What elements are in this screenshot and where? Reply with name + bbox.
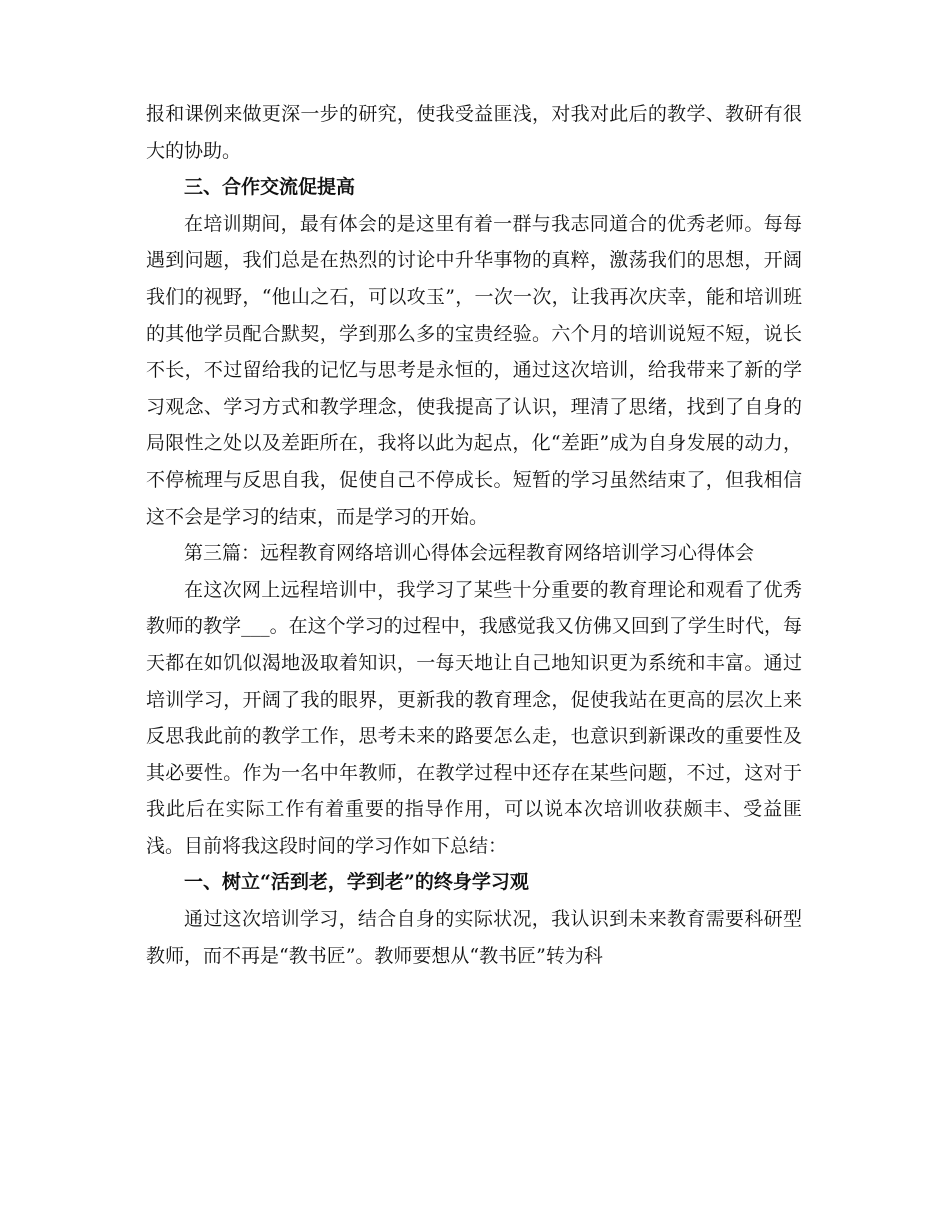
article-title-part-three: 第三篇：远程教育网络培训心得体会远程教育网络培训学习心得体会: [184, 542, 755, 565]
section-heading-lifelong-learning: 一、树立“活到老，学到老”的终身学习观: [184, 871, 529, 894]
section-heading-cooperation: 三、合作交流促提高: [184, 176, 356, 199]
paragraph-training-experience: 在培训期间，最有体会的是这里有着一群与我志同道合的优秀老师。每每遇到问题，我们总是在热烈的讨论中升华事物的真粹，激荡我们的思想，开阔我们的视野，“他山之石，可以攻玉”，一次一次，让我再次庆幸，能和培训班的其他学员配合默契，学到那么多的宝贵经验。六个月的培训说短不短，说长不长，不过留给我的记忆与思考是永恒的，通过这次培训，给我带来了新的学习观念、学习方式和教学理念，使我提高了认识，理清了思绪，找到了自身的局限性之处以及差距所在，我将以此为起点，化“差距”成为自身发展的动力，不停梳理与反思自我，促使自己不停成长。短暂的学习虽然结束了，但我相信这不会是学习的结束，而是学习的开始。: [146, 212, 802, 528]
paragraph-continued: 报和课例来做更深一步的研究，使我受益匪浅，对我对此后的教学、教研有很大的协助。: [146, 103, 802, 162]
paragraph-research-teacher: 通过这次培训学习，结合自身的实际状况，我认识到未来教育需要科研型教师，而不再是“教书匠”。教师要想从“教书匠”转为科: [146, 908, 802, 967]
paragraph-remote-training: 在这次网上远程培训中，我学习了某些十分重要的教育理论和观看了优秀教师的教学___。在这个学习的过程中，我感觉我又仿佛又回到了学生时代，每天都在如饥似渴地汲取着知识，一每天地让自己地知识更为系统和丰富。通过培训学习，开阔了我的眼界，更新我的教育理念，促使我站在更高的层次上来反思我此前的教学工作，思考未来的路要怎么走，也意识到新课改的重要性及其必要性。作为一名中年教师，在教学过程中还存在某些问题，不过，这对于我此后在实际工作有着重要的指导作用，可以说本次培训收获颇丰、受益匪浅。目前将我这段时间的学习作如下总结：: [146, 578, 802, 857]
